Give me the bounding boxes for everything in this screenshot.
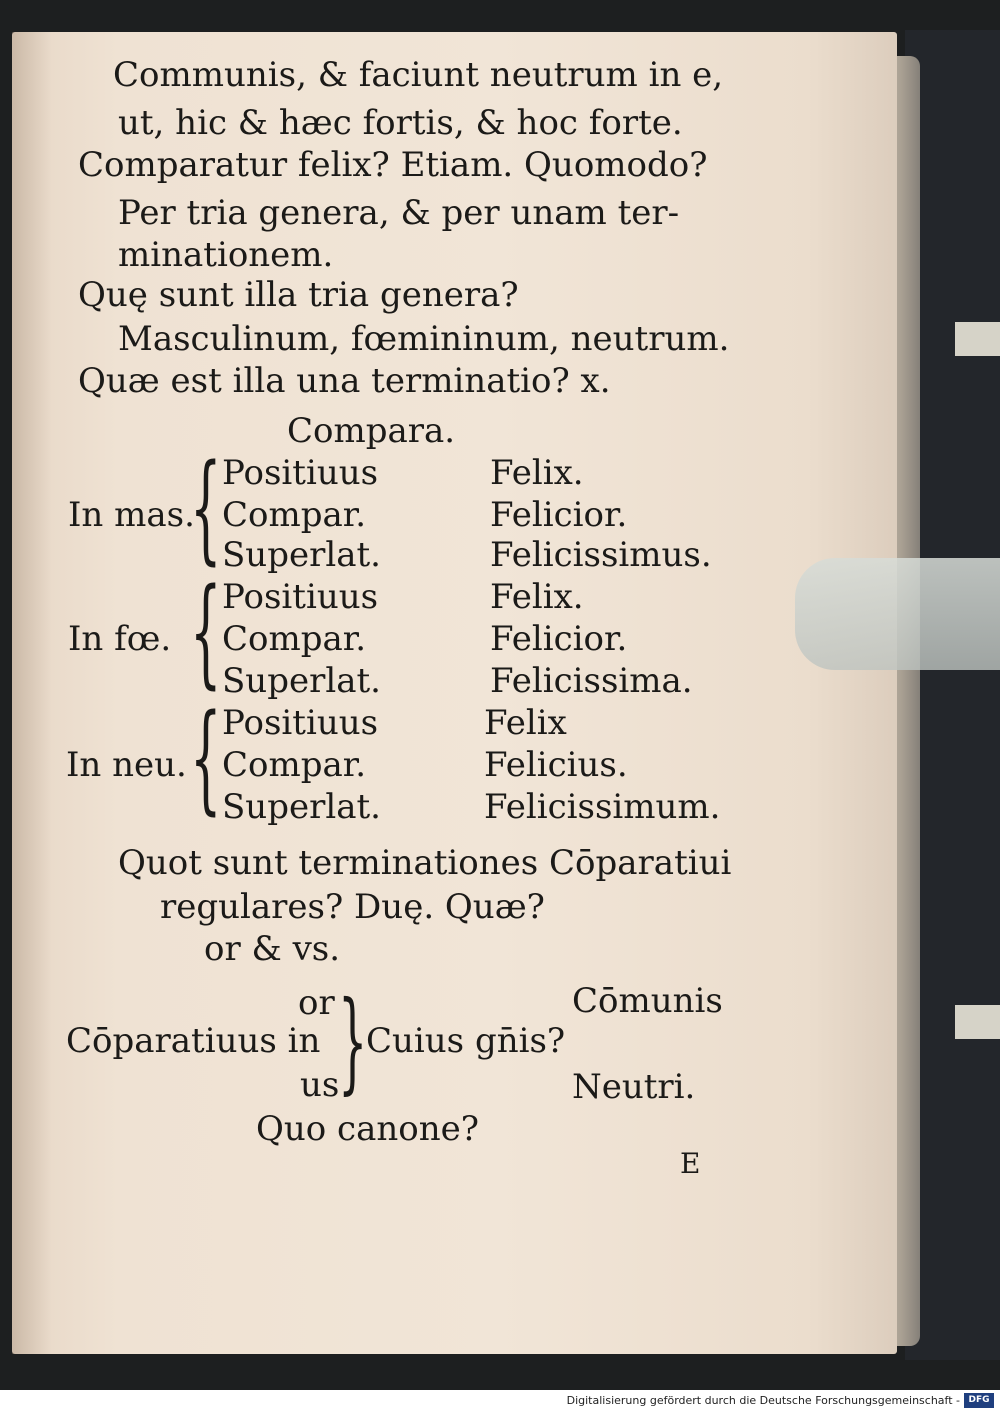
group-label: In neu. bbox=[66, 745, 187, 785]
form-cell: Felix. bbox=[490, 453, 584, 493]
page-shadow bbox=[12, 32, 52, 1354]
bookmark-clip bbox=[795, 558, 1000, 670]
degree-cell: Superlat. bbox=[222, 535, 381, 575]
board-stripe bbox=[955, 1005, 1000, 1039]
footer-bar bbox=[0, 1390, 1000, 1412]
diagram-question: Cuius gn̄is? bbox=[366, 1021, 566, 1061]
degree-cell: Compar. bbox=[222, 495, 367, 535]
text-line: Per tria genera, & per unam ter- bbox=[118, 193, 680, 233]
form-cell: Felix. bbox=[490, 577, 584, 617]
text-line: Quo canone? bbox=[256, 1109, 479, 1149]
text-line: regulares? Duę. Quæ? bbox=[160, 887, 545, 927]
degree-cell: Compar. bbox=[222, 745, 367, 785]
degree-cell: Positiuus bbox=[222, 577, 379, 617]
text-line: Comparatur felix? Etiam. Quomodo? bbox=[78, 145, 708, 185]
diagram-or: or bbox=[298, 983, 335, 1023]
dfg-logo: DFG bbox=[964, 1393, 994, 1408]
form-cell: Felicissima. bbox=[490, 661, 693, 701]
diagram-label: Cōparatiuus in bbox=[66, 1021, 321, 1061]
footer-credit: Digitalisierung gefördert durch die Deutsche Forschungsgemeinschaft - bbox=[566, 1394, 960, 1407]
diagram-answer: Neutri. bbox=[572, 1067, 696, 1107]
text-line: Quot sunt terminationes Cōparatiui bbox=[118, 843, 732, 883]
brace: { bbox=[190, 688, 222, 826]
diagram-answer: Cōmunis bbox=[572, 981, 723, 1021]
text-line: Quæ est illa una terminatio? x. bbox=[78, 361, 611, 401]
group-label: In mas. bbox=[68, 495, 195, 535]
text-line: minationem. bbox=[118, 235, 334, 275]
text-line: Masculinum, fœmininum, neutrum. bbox=[118, 319, 730, 359]
degree-cell: Positiuus bbox=[222, 453, 379, 493]
table-heading: Compara. bbox=[287, 411, 456, 451]
form-cell: Felicissimum. bbox=[484, 787, 721, 827]
form-cell: Felicius. bbox=[484, 745, 628, 785]
brace: { bbox=[190, 562, 222, 700]
text-line: Communis, & faciunt neutrum in e, bbox=[113, 55, 724, 95]
degree-cell: Positiuus bbox=[222, 703, 379, 743]
board-stripe bbox=[955, 322, 1000, 356]
brace: { bbox=[190, 438, 222, 576]
brace: } bbox=[338, 977, 368, 1105]
text-line: Quę sunt illa tria genera? bbox=[78, 275, 519, 315]
degree-cell: Superlat. bbox=[222, 787, 381, 827]
degree-cell: Superlat. bbox=[222, 661, 381, 701]
form-cell: Felicior. bbox=[490, 619, 628, 659]
form-cell: Felix bbox=[484, 703, 567, 743]
diagram-us: us bbox=[300, 1065, 340, 1105]
signature-mark: E bbox=[680, 1147, 701, 1180]
form-cell: Felicissimus. bbox=[490, 535, 712, 575]
degree-cell: Compar. bbox=[222, 619, 367, 659]
text-line: or & vs. bbox=[204, 929, 341, 969]
text-line: ut, hic & hæc fortis, & hoc forte. bbox=[118, 103, 683, 143]
group-label: In fœ. bbox=[68, 619, 172, 659]
form-cell: Felicior. bbox=[490, 495, 628, 535]
